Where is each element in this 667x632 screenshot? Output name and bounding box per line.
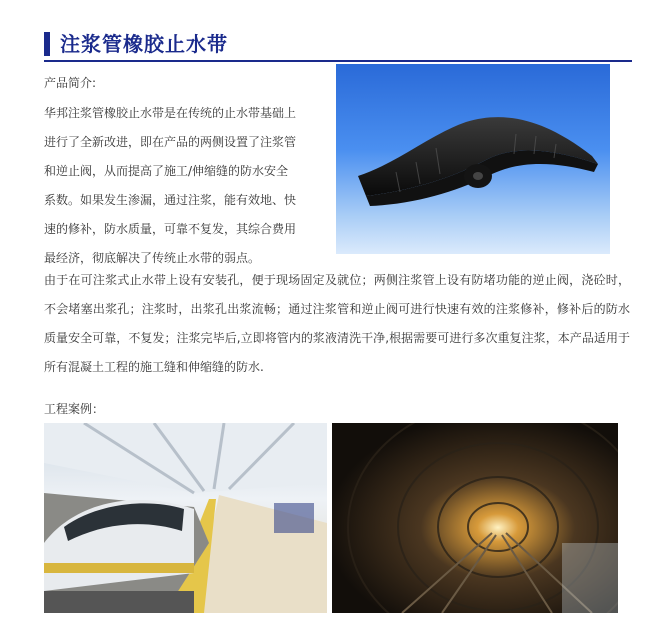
intro-paragraph (44, 99, 336, 273)
intro-line: 最经济，彻底解决了传统止水带的弱点。 (44, 251, 261, 265)
waterstop-illustration (336, 64, 610, 254)
case-image-train-station (44, 423, 327, 613)
intro-line: 速的修补，防水质量，可靠不复发，其综合费用 (44, 222, 297, 236)
intro-line: 进行了全新改进，即在产品的两侧设置了注浆管 (44, 135, 297, 149)
intro-line: 和逆止阀，从而提高了施工/伸缩缝的防水安全 (44, 164, 289, 178)
product-image (336, 64, 610, 254)
page-title: 注浆管橡胶止水带 (60, 32, 228, 56)
train-station-illustration (44, 423, 327, 613)
intro-label: 产品简介: (44, 76, 97, 90)
tunnel-illustration (332, 423, 618, 613)
detail-paragraph: 由于在可注浆式止水带上设有安装孔，便于现场固定及就位；两侧注浆管上设有防堵功能的逆止阀，浇砼时，不会堵塞出浆孔；注浆时，出浆孔出浆流畅；通过注浆管和逆止阀可进行快速有效的注浆修补，修补后的防水质量安全可靠，不复发；注浆完毕后,立即将管内的浆液清洗干净,根据需要可进行多次重复注浆，本产品适用于所有混凝土工程的施工缝和伸缩缝的防水. (44, 273, 630, 374)
intro-line: 华邦注浆管橡胶止水带是在传统的止水带基础上 (44, 106, 297, 120)
cases-label: 工程案例： (44, 402, 105, 416)
title-accent-bar (44, 32, 50, 56)
case-image-tunnel (332, 423, 618, 613)
section-title-bar (44, 30, 632, 62)
intro-line: 系数。如果发生渗漏，通过注浆，能有效地、快 (44, 193, 297, 207)
